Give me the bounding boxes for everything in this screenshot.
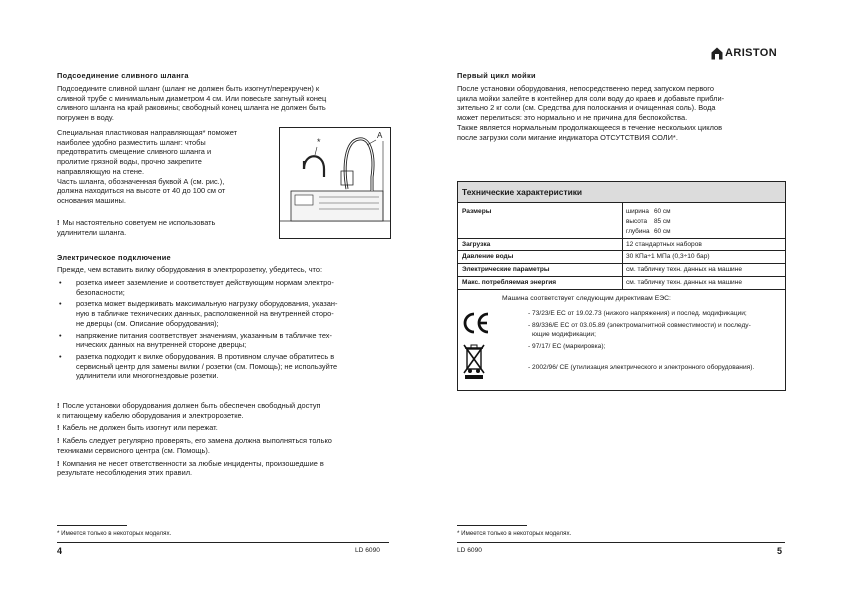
table-row: Давление воды 30 КПа÷1 МПа (0,3÷10 бар): [458, 251, 785, 264]
spec-table-title: Технические характеристики: [462, 187, 583, 197]
electrical-checklist: [57, 278, 397, 383]
table-row: Макс. потребляемая энергия см. табличку техн. данных на машине: [458, 277, 785, 290]
list-item: • розетка может выдерживать максимальную нагрузку оборудования, указан- ную в табличке технических данных, расположенной на внутренней сторо- не дверцы (см. Описание оборудования);: [59, 299, 338, 328]
directives-intro: Машина соответствует следующим директивам ЕЭС:: [502, 295, 671, 302]
ce-mark-icon: [462, 312, 490, 334]
directive-item: - 2002/96/ СЕ (утилизация электрического и электронного оборудования).: [528, 364, 755, 371]
table-row: Электрические параметры см. табличку техн. данных на машине: [458, 264, 785, 277]
exclamation-icon: !: [57, 423, 60, 433]
figure-label-a: A: [377, 131, 383, 140]
footer-rule: [57, 542, 389, 543]
electrical-notes: [57, 401, 397, 481]
exclamation-icon: !: [57, 218, 60, 227]
footnote: * Имеется только в некоторых моделях.: [57, 530, 172, 537]
drain-paragraph-1: Подсоедините сливной шланг (шланг не должен быть изогнут/перекручен) к сливной трубе с минимальным диаметром 4 см. Или повесьте загнутый конец сливного шланга на край раковины; свободный конец шланга не должен быть погружен в воду.: [57, 84, 327, 123]
model-name: LD 6090: [355, 547, 380, 554]
figure-control-panel: [295, 195, 313, 205]
list-item: • розетка имеет заземление и соответствует действующим нормам электро- безопасности;: [59, 278, 334, 297]
drain-hose-figure: [279, 127, 391, 239]
spec-table-header: [458, 182, 785, 203]
model-name: LD 6090: [457, 547, 482, 554]
directive-item: - 73/23/Е ЕС от 19.02.73 (низкого напряжения) и послед. модификации;: [528, 310, 747, 317]
footnote-rule: [457, 525, 527, 526]
left-page: [0, 0, 420, 595]
note-item: ! После установки оборудования должен быть обеспечен свободный доступ к питающему кабелю оборудования и электророзетке.: [57, 401, 321, 420]
figure-frame: [280, 128, 391, 239]
first-cycle-heading: Первый цикл мойки: [457, 71, 536, 80]
drain-paragraph-2: Специальная пластиковая направляющая* поможет наиболее удобно разместить шланг: чтобы предотвратить смещение сливного шланга и пролитие грязной воды, прочно закрепите направляющую на стене. Часть шланга, обозначенная буквой А (см. рис.), должна находиться на высоте от 40 до 100 см от основания машины.: [57, 128, 237, 205]
right-page: [420, 0, 841, 595]
directive-item: - 97/17/ ЕС (маркировка);: [528, 343, 606, 350]
weee-crossed-bin-icon: [462, 342, 486, 380]
exclamation-icon: !: [57, 436, 60, 446]
footnote-rule: [57, 525, 127, 526]
page-number: 5: [777, 546, 783, 556]
first-cycle-text: После установки оборудования, непосредственно перед запуском первого цикла мойки залейте в контейнер для соли воду до краев и добавьте прибли- зительно 2 кг соли (см. Средства для полоскания и очищенная соль). Вода может перелиться: это нормально и не причина для беспокойства. Также является нормальным продолжающееся в течение нескольких циклов после загрузки соли мигание индикатора ОТСУТСТВИЯ СОЛИ*.: [457, 84, 725, 142]
directive-item: - 89/336/Е ЕС от 03.05.89 (электромагнитной совместимости) и последу- ющие модификации;: [528, 322, 751, 338]
brand-name: ARISTON: [725, 47, 778, 59]
house-logo-icon: [711, 47, 723, 60]
page-number: 4: [57, 546, 63, 556]
drain-heading: Подсоединение сливного шланга: [57, 71, 189, 80]
table-row: Загрузка 12 стандартных наборов: [458, 239, 785, 251]
note-item: ! Кабель не должен быть изогнут или пережат.: [57, 423, 218, 433]
exclamation-icon: !: [57, 458, 60, 468]
list-item: • напряжение питания соответствует значениям, указанным в табличке тех- нических данных на внутренней стороне дверцы;: [59, 330, 332, 350]
electrical-intro: Прежде, чем вставить вилку оборудования в электророзетку, убедитесь, что:: [57, 265, 323, 274]
footnote: * Имеется только в некоторых моделях.: [457, 530, 572, 537]
electrical-heading: Электрическое подключение: [57, 253, 171, 262]
list-item: • разетка подходит к вилке оборудования. В противном случае обратитесь в сервисный центр для замены вилки / розетки (см. Помощь); не используйте удлинители или многогнездовые розетки.: [59, 351, 338, 381]
drain-warning: ! Мы настоятельно советуем не использовать удлинители шланга.: [57, 218, 216, 237]
spec-table: [457, 181, 786, 391]
exclamation-icon: !: [57, 401, 60, 410]
note-item: ! Компания не несет ответственности за любые инциденты, произошедшие в результате несоблюдения этих правил.: [57, 458, 324, 478]
footer-rule: [457, 542, 785, 543]
figure-label-star: *: [317, 137, 321, 147]
note-item: ! Кабель следует регулярно проверять, его замена должна выполняться только техниками сервисного центра (см. Помощь).: [57, 436, 332, 455]
table-row: Размеры ширина 60 см высота 85 см глубина 60 см: [458, 202, 785, 239]
